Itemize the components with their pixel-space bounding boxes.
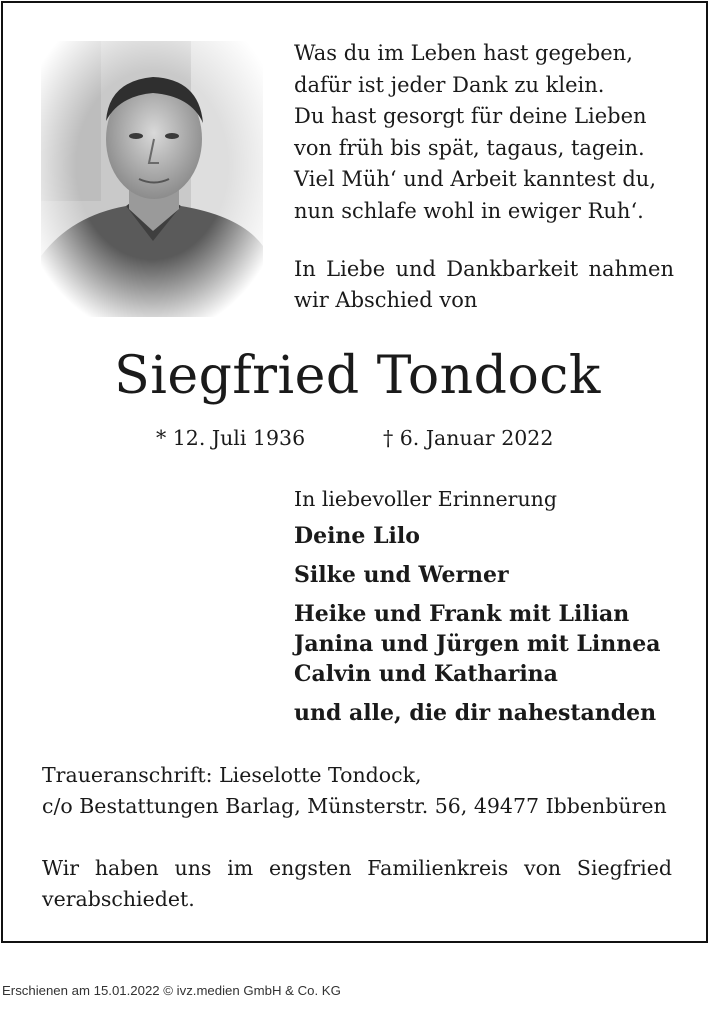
address-line-1: Traueranschrift: Lieselotte Tondock, xyxy=(42,763,422,787)
poem-line: Viel Müh‘ und Arbeit kanntest du, xyxy=(294,167,657,192)
family-member: Silke und Werner xyxy=(294,562,509,588)
word: Siegfried xyxy=(576,856,672,880)
poem-line: nun schlafe wohl in ewiger Ruh‘. xyxy=(294,198,644,223)
word: im xyxy=(227,856,254,880)
publication-footer: Erschienen am 15.01.2022 © ivz.medien GmbH & Co. KG xyxy=(2,983,341,998)
deceased-name: Siegfried Tondock xyxy=(114,346,601,406)
family-member: Deine Lilo xyxy=(294,523,420,549)
obituary-frame xyxy=(1,1,708,943)
family-member: Calvin und Katharina xyxy=(294,661,558,687)
farewell-intro xyxy=(294,254,674,316)
word: Wir xyxy=(42,856,80,880)
family-list xyxy=(294,485,694,728)
address-line-2: c/o Bestattungen Barlag, Münsterstr. 56, 49477 Ibbenbüren xyxy=(42,794,667,818)
birth-date: * 12. Juli 1936 xyxy=(156,426,306,450)
portrait-photo xyxy=(41,41,263,317)
poem-line: von früh bis spät, tagaus, tagein. xyxy=(294,135,645,160)
word: Dankbarkeit xyxy=(446,257,579,281)
family-member: und alle, die dir nahestanden xyxy=(294,700,657,726)
word: nahmen xyxy=(588,257,674,281)
word: haben xyxy=(94,856,159,880)
poem xyxy=(294,38,684,228)
word: In xyxy=(294,257,316,281)
poem-line: Was du im Leben hast gegeben, xyxy=(294,41,633,65)
word: Familienkreis xyxy=(367,856,509,880)
word: von xyxy=(524,856,562,880)
poem-line: dafür ist jeder Dank zu klein. xyxy=(294,72,605,97)
family-intro: In liebevoller Erinnerung xyxy=(294,487,557,511)
word: Liebe xyxy=(326,257,386,281)
family-member: Janina und Jürgen mit Linnea xyxy=(294,631,661,657)
word: uns xyxy=(174,856,212,880)
word: engsten xyxy=(268,856,352,880)
farewell-intro-line-2: wir Abschied von xyxy=(294,288,478,312)
closing-note xyxy=(42,853,672,915)
closing-note-line-1 xyxy=(42,853,672,884)
closing-note-line-2: verabschiedet. xyxy=(42,887,195,911)
word: und xyxy=(395,257,436,281)
farewell-intro-line-1 xyxy=(294,254,674,285)
family-member: Heike und Frank mit Lilian xyxy=(294,601,630,627)
death-date: † 6. Januar 2022 xyxy=(383,426,554,450)
mourning-address xyxy=(42,760,682,822)
portrait-illustration xyxy=(41,41,263,317)
poem-line: Du hast gesorgt für deine Lieben xyxy=(294,104,647,129)
